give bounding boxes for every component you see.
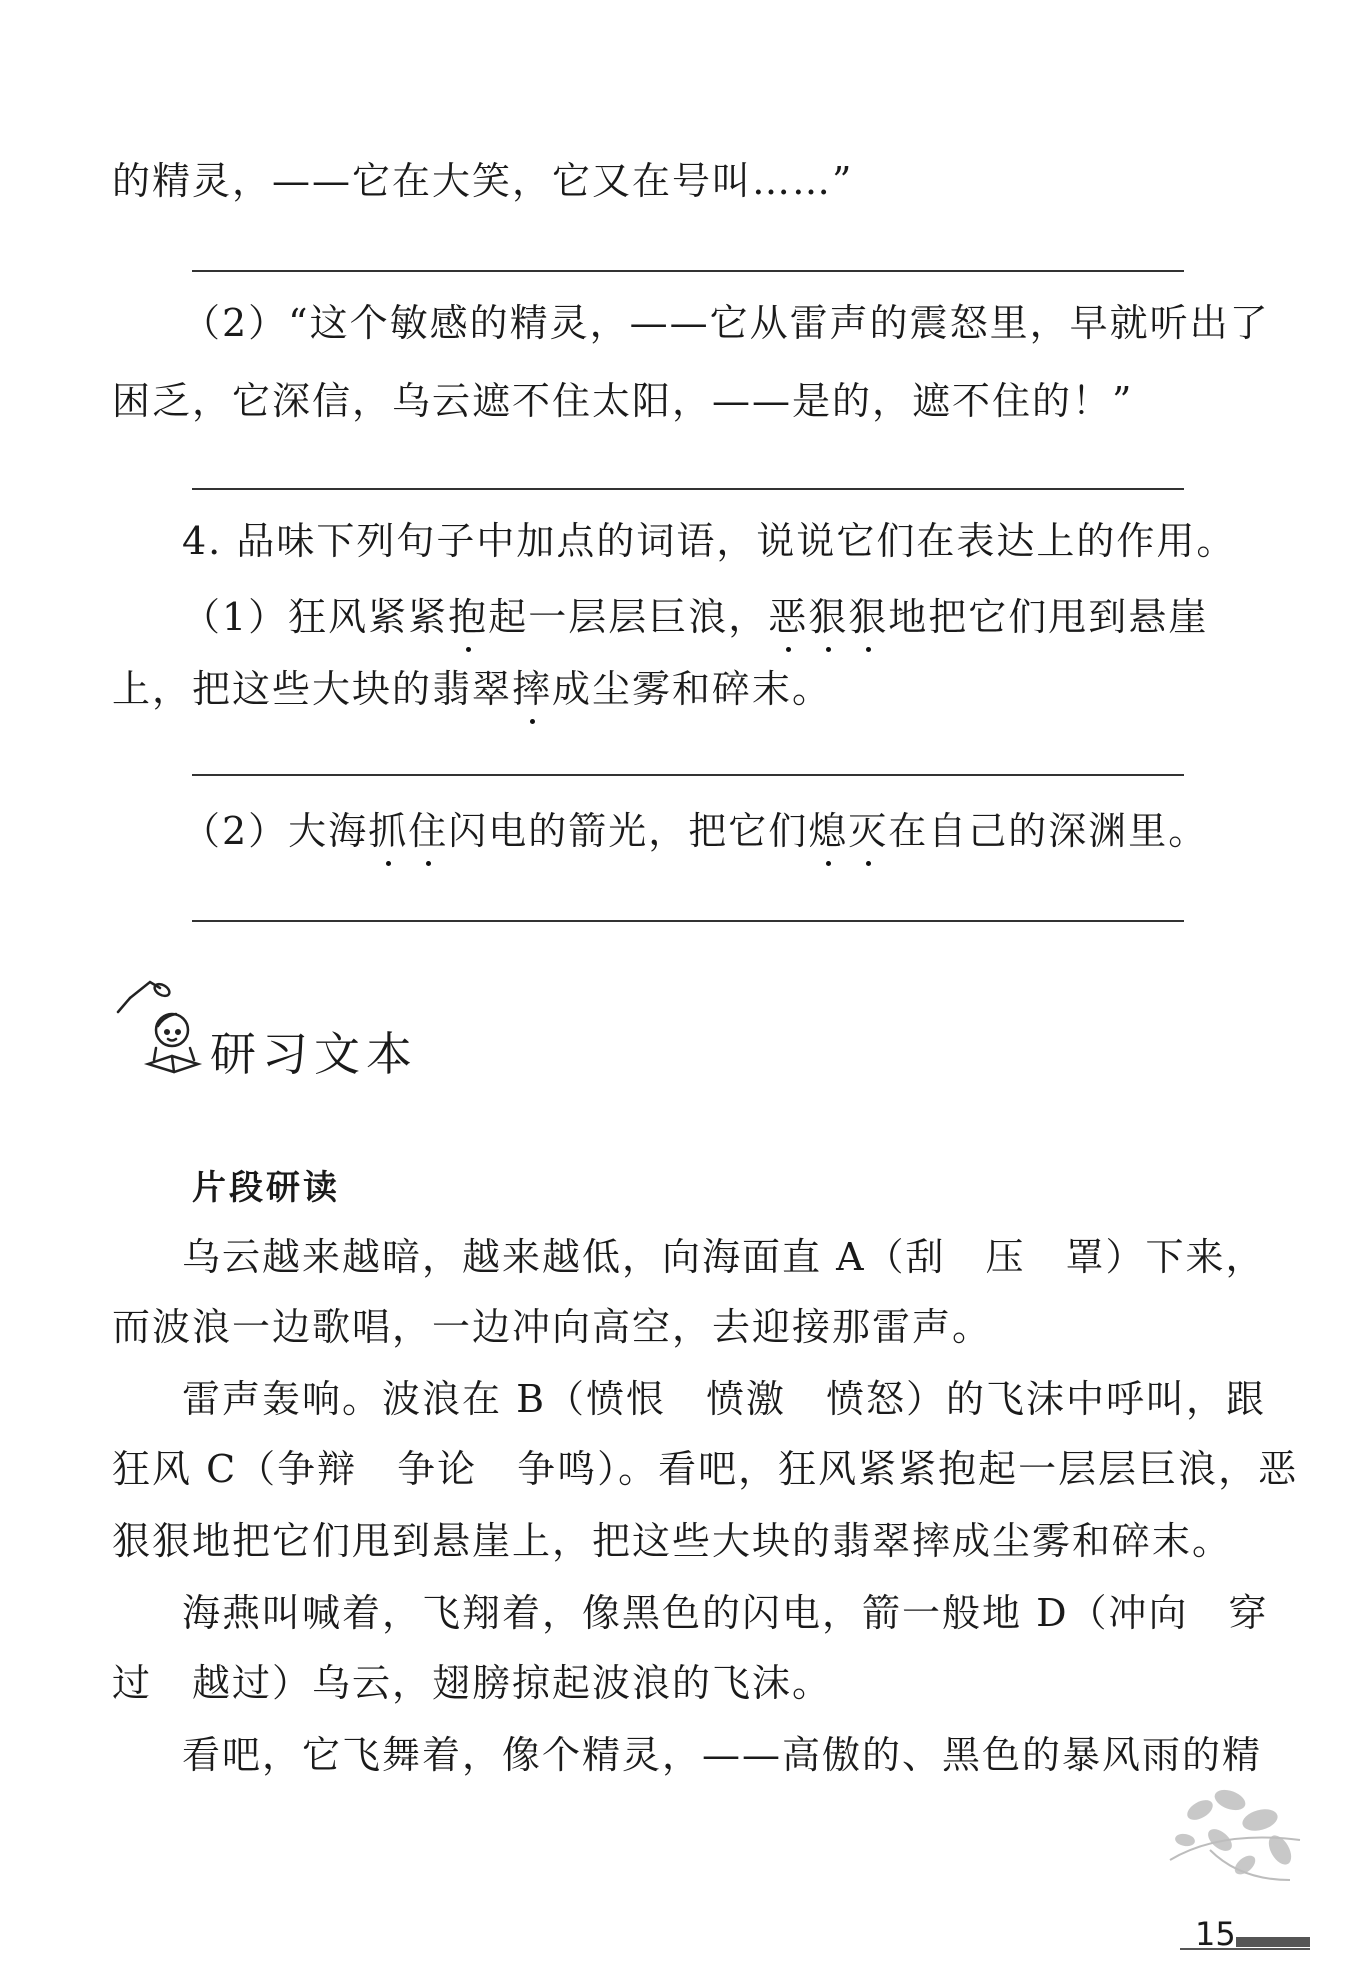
q3-item2-line-2: 困乏，它深信，乌云遮不住太阳，——是的，遮不住的！”: [112, 379, 1134, 423]
emphasis-char: 抱: [448, 592, 488, 642]
emphasis-char: 狠: [808, 592, 848, 642]
q4-prompt: 4. 品味下列句子中加点的词语，说说它们在表达上的作用。: [182, 519, 1237, 563]
emphasis-char: 灭: [848, 806, 888, 856]
student-reading-lamp-icon: [110, 968, 210, 1078]
emphasis-char: 抓: [368, 806, 408, 856]
emphasis-char: 狠: [848, 592, 888, 642]
page-number-rule: [1180, 1948, 1310, 1950]
passage-line: 狂风 C（争辩 争论 争鸣）。看吧，狂风紧紧抱起一层层巨浪，恶: [112, 1447, 1299, 1491]
emphasis-char: 熄: [808, 806, 848, 856]
q4-item1-line-2: [112, 664, 832, 714]
passage-line: 看吧，它飞舞着，像个精灵，——高傲的、黑色的暴风雨的精: [182, 1733, 1263, 1777]
answer-line-q4-1: [192, 774, 1184, 776]
leaf-ornament-icon: [1160, 1770, 1310, 1900]
passage-line: 海燕叫喊着，飞翔着，像黑色的闪电，箭一般地 D（冲向 穿: [182, 1591, 1269, 1635]
section-title: 研习文本: [210, 1027, 418, 1081]
emphasis-char: 住: [408, 806, 448, 856]
q4-item1-text-b2: 成尘雾和碎末。: [552, 667, 833, 711]
answer-line-q3-2: [192, 488, 1184, 490]
page-number: 15: [1195, 1915, 1236, 1953]
answer-line-q3-1: [192, 270, 1184, 272]
q4-item2-text-c: 在自己的深渊里。: [888, 809, 1209, 853]
q4-item2-text-a: （2）大海: [182, 809, 369, 853]
passage-line: 雷声轰响。波浪在 B（愤恨 愤激 愤怒）的飞沫中呼叫，跟: [182, 1377, 1267, 1421]
q3-item2-line-1: （2）“这个敏感的精灵，——它从雷声的震怒里，早就听出了: [182, 301, 1270, 345]
passage-line: 乌云越来越暗，越来越低，向海面直 A（刮 压 罩）下来，: [182, 1235, 1266, 1279]
q4-item1-text-b: 起一层层巨浪，: [488, 595, 769, 639]
emphasis-char: 摔: [512, 664, 552, 714]
passage-line: 而波浪一边歌唱，一边冲向高空，去迎接那雷声。: [112, 1305, 993, 1349]
page-number-bar: [1236, 1937, 1310, 1947]
q4-item2-line: [182, 806, 1208, 856]
passage-line: 过 越过）乌云，翅膀掠起波浪的飞沫。: [112, 1661, 833, 1705]
passage-heading: 片段研读: [192, 1168, 340, 1208]
q3-line-1: 的精灵，——它在大笑，它又在号叫……”: [112, 159, 854, 203]
emphasis-char: 恶: [768, 592, 808, 642]
q4-item1-text-c: 地把它们甩到悬崖: [888, 595, 1209, 639]
answer-line-q4-2: [192, 920, 1184, 922]
q4-item1-text-a: （1）狂风紧紧: [182, 595, 449, 639]
q4-item1-line-1: [182, 592, 1208, 642]
q4-item1-text-a2: 上，把这些大块的翡翠: [112, 667, 513, 711]
passage-line: 狠狠地把它们甩到悬崖上，把这些大块的翡翠摔成尘雾和碎末。: [112, 1519, 1233, 1563]
q4-item2-text-b: 闪电的箭光，把它们: [448, 809, 809, 853]
